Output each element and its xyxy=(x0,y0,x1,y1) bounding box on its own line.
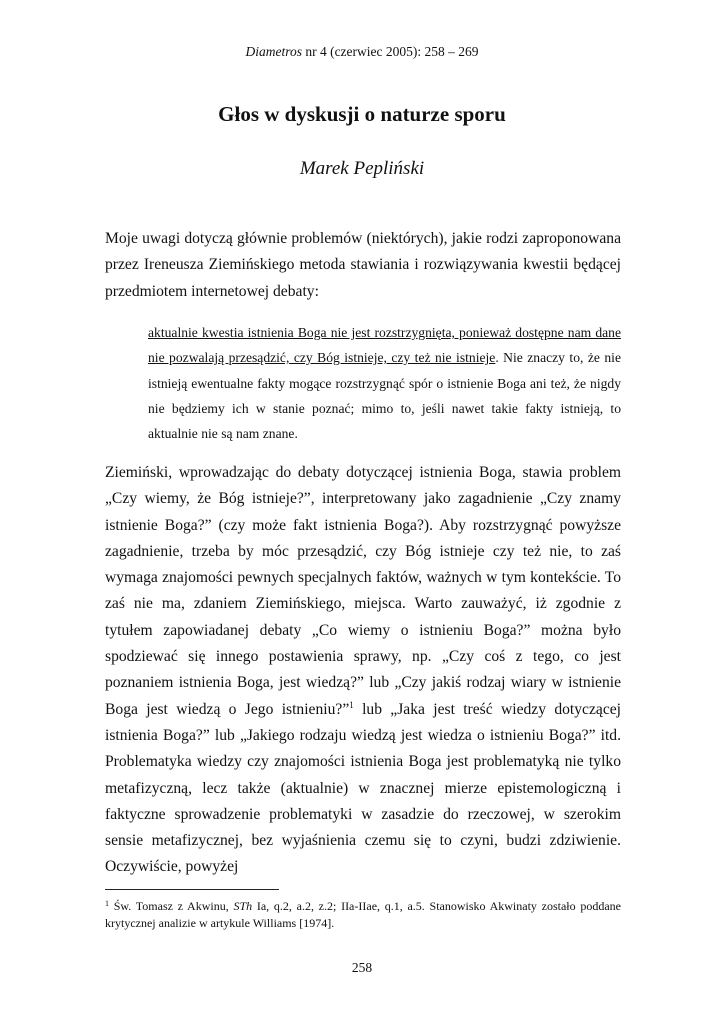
footnote-text-part-1: Św. Tomasz z Akwinu, xyxy=(109,899,234,913)
paragraph-text-part-1: Ziemiński, wprowadzając do debaty dotyczącej istnienia Boga, stawia problem „Czy wiemy, że Bóg istnieje?”, interpretowany jako zagadnienie „Czy znamy istnienie Boga?” (czy może fakt istnienia Boga?). Aby rozstrzygnąć powyższe zagadnienie, trzeba by móc przesądzić, czy Bóg istnieje czy też nie, to zaś wymaga znajomości pewnych specjalnych faktów, ważnych w tym kontekście. To zaś nie ma, zdaniem Ziemińskiego, miejsca. Warto zauważyć, iż zgodnie z tytułem zapowiadanej debaty „Co wiemy o istnieniu Boga?” można było spodziewać się innego postawienia sprawy, np. „Czy coś z tego, co jest poznaniem istnienia Boga, jest wiedzą?” lub „Czy jakiś rodzaj wiary w istnienie Boga jest wiedzą o Jego istnieniu?” xyxy=(105,464,621,718)
article-author: Marek Pepliński xyxy=(299,158,425,179)
block-quote xyxy=(148,320,621,446)
footnote-reference: 1 xyxy=(349,699,354,710)
paragraph-text-part-2: lub „Jaka jest treść wiedzy dotyczącej istnienia Boga?” lub „Jakiego rodzaju wiedzą jest wiedza o istnieniu Boga?” itd. Problematyka wiedzy czy znajomości istnienia Boga jest problematyką nie tylko metafizyczną, lecz także (aktualnie) w znacznej mierze epistemologiczną i faktyczne sprowadzenie problematyki w zasadzie do rzeczowej, w szerokim sensie metafizycznej, bez wyjaśnienia czemu się to czyni, budzi zdziwienie. Oczywiście, powyżej xyxy=(105,700,621,876)
article-title: Głos w dyskusji o naturze sporu xyxy=(218,102,506,126)
footnote xyxy=(105,898,621,932)
journal-name: Diametros xyxy=(245,44,302,59)
issue-info: nr 4 (czerwiec 2005): 258 – 269 xyxy=(301,44,479,59)
quote-underlined-text: aktualnie kwestia istnienia Boga nie jest rozstrzygnięta, ponieważ dostępne nam dane nie pozwalają przesądzić, czy Bóg istnieje, czy też nie istnieje xyxy=(148,325,621,366)
page-number: 258 xyxy=(351,960,373,975)
footnote-number: 1 xyxy=(105,899,109,908)
running-header xyxy=(0,44,724,60)
body-paragraph-1: Moje uwagi dotyczą głównie problemów (niektórych), jakie rodzi zaproponowana przez Ireneusza Ziemińskiego metoda stawiania i rozwiązywania kwestii będącej przedmiotem internetowej debaty: xyxy=(105,230,621,300)
footnote-separator xyxy=(105,889,279,890)
body-paragraph-2 xyxy=(105,460,621,881)
footnote-text-part-2: Ia, q.2, a.2, z.2; IIa-IIae, q.1, a.5. Stanowisko Akwinaty zostało poddane krytycznej analizie w artykule Williams [1974]. xyxy=(105,899,622,930)
quote-text: . Nie znaczy to, że nie istnieją ewentualne fakty mogące rozstrzygnąć spór o istnienie Boga ani też, że nigdy nie będziemy ich w stanie poznać; mimo to, jeśli nawet takie fakty istnieją, to aktualnie nie są nam znane. xyxy=(148,350,621,442)
footnote-work-title: STh xyxy=(233,899,253,913)
